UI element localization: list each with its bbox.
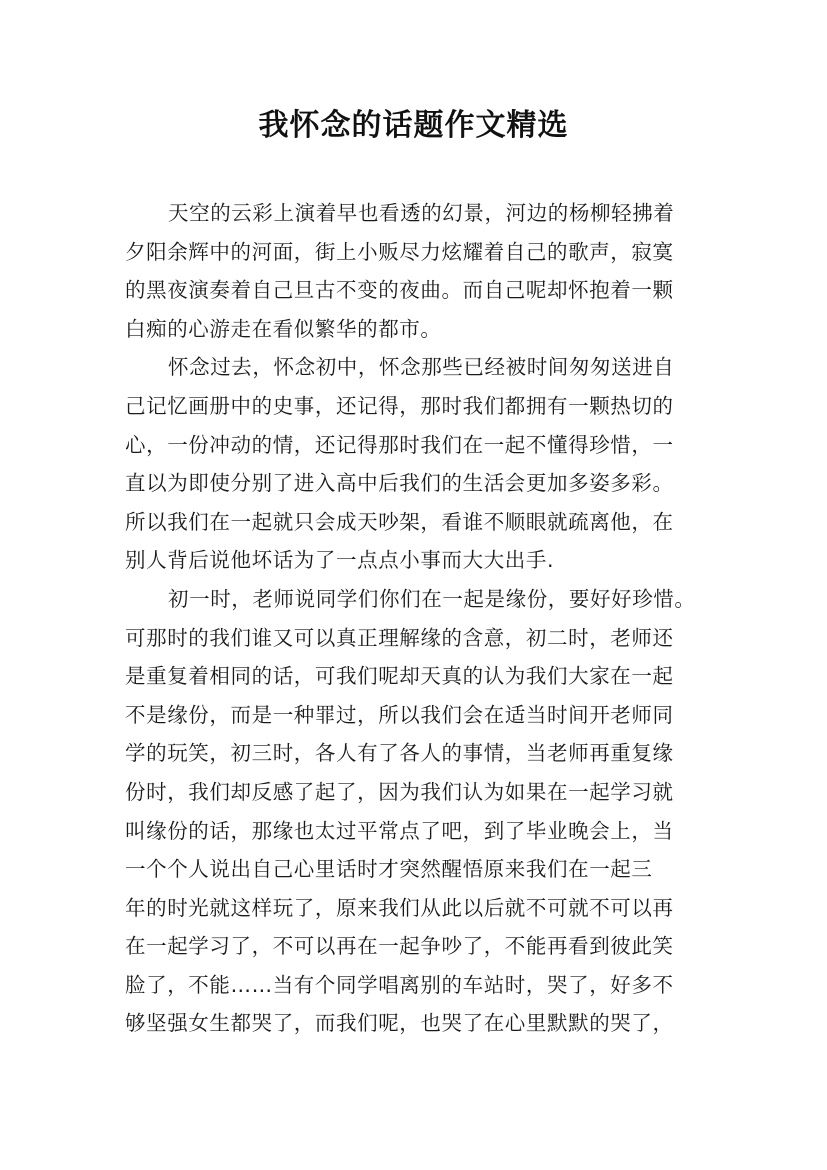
text-line: 天空的云彩上演着早也看透的幻景，河边的杨柳轻拂着	[168, 201, 675, 225]
text-line: 己记忆画册中的史事，还记得，那时我们都拥有一颗热切的	[125, 393, 674, 418]
document-body	[125, 194, 715, 1043]
text-line: 所以我们在一起就只会成天吵架，看谁不顺眼就疏离他，在	[125, 509, 674, 534]
text-line: 的黑夜演奏着自己旦古不变的夜曲。而自己呢却怀抱着一颗	[125, 278, 674, 303]
document-title: 我怀念的话题作文精选	[258, 108, 569, 143]
text-line: 在一起学习了，不可以再在一起争吵了，不能再看到彼此笑	[125, 934, 674, 959]
text-line: 年的时光就这样玩了，原来我们从此以后就不可就不可以再	[125, 895, 674, 920]
text-line: 夕阳余辉中的河面，街上小贩尽力炫耀着自己的歌声，寂寞	[125, 239, 674, 264]
text-line: 脸了，不能……当有个同学唱离别的车站时，哭了，好多不	[125, 972, 674, 997]
text-line: 是重复着相同的话，可我们呢却天真的认为我们大家在一起	[125, 664, 674, 689]
text-line: 叫缘份的话，那缘也太过平常点了吧，到了毕业晚会上，当	[125, 818, 674, 843]
text-line: 可那时的我们谁又可以真正理解缘的含意，初二时，老师还	[125, 625, 674, 650]
text-line: 学的玩笑，初三时，各人有了各人的事情，当老师再重复缘	[125, 741, 674, 766]
text-line: 怀念过去，怀念初中，怀念那些已经被时间匆匆送进自	[168, 355, 675, 380]
text-line: 直以为即使分别了进入高中后我们的生活会更加多姿多彩。	[125, 471, 674, 496]
text-line: 别人背后说他坏话为了一点点小事而大大出手.	[125, 548, 555, 573]
text-line: 够坚强女生都哭了，而我们呢，也哭了在心里默默的哭了，	[125, 1011, 674, 1036]
text-line: 份时，我们却反感了起了，因为我们认为如果在一起学习就	[125, 779, 674, 804]
text-line: 不是缘份，而是一种罪过，所以我们会在适当时间开老师同	[125, 702, 674, 727]
text-line: 白痴的心游走在看似繁华的都市。	[125, 316, 442, 341]
text-line: 初一时，老师说同学们你们在一起是缘份，要好好珍惜。	[168, 586, 696, 611]
text-line: 心，一份冲动的情，还记得那时我们在一起不懂得珍惜，一	[125, 432, 674, 457]
text-line: 一个个人说出自己心里话时才突然醒悟原来我们在一起三	[125, 857, 653, 882]
